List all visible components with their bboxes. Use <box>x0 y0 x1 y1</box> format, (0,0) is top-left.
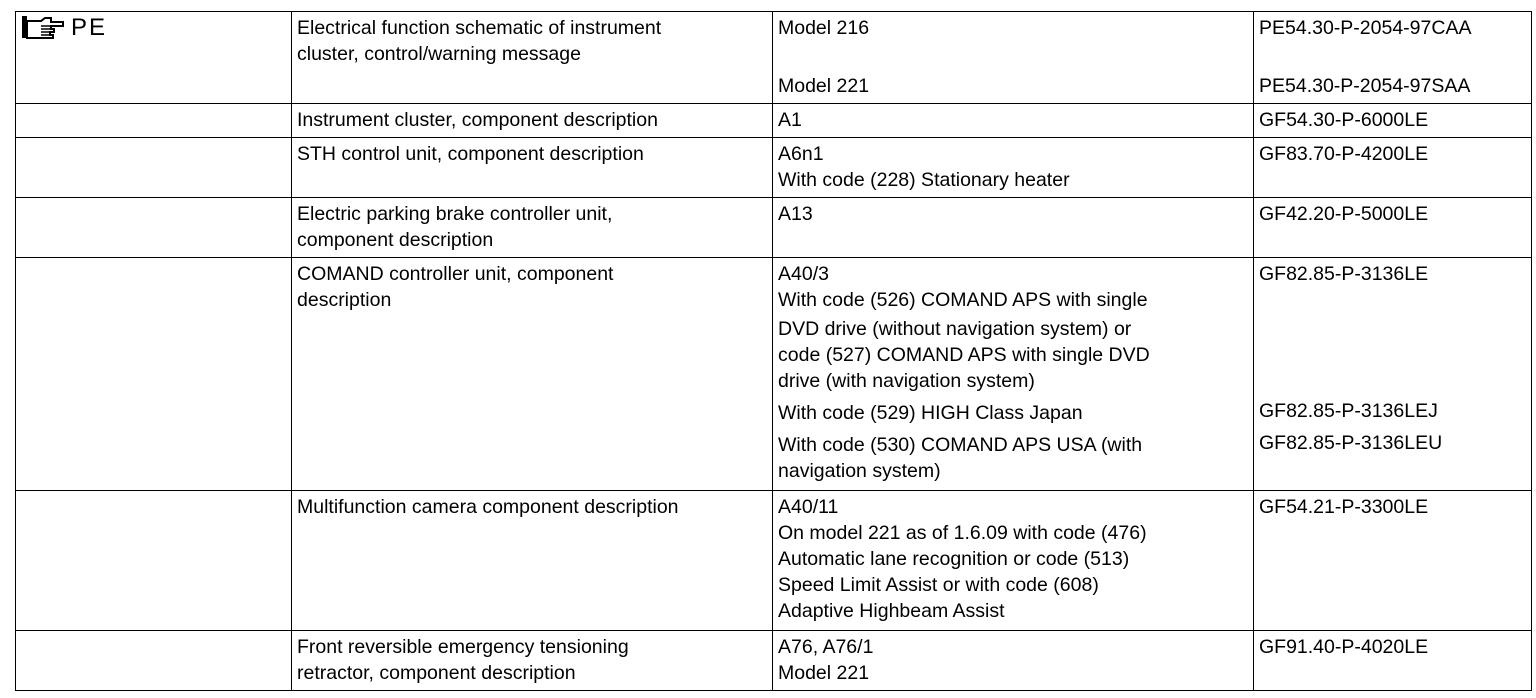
description-line: retractor, component description <box>297 662 576 684</box>
item-line: A76, A76/1 <box>778 636 874 658</box>
item-line: With code (530) COMAND APS USA (with <box>778 434 1143 456</box>
reference-code: GF54.30-P-6000LE <box>1259 109 1429 131</box>
reference-code: GF82.85-P-3136LEJ <box>1259 400 1438 422</box>
description-cell <box>292 104 773 138</box>
item-cell <box>773 491 1254 631</box>
item-line: Model 221 <box>778 75 870 97</box>
ref-cell <box>1254 104 1532 138</box>
item-line: Adaptive Highbeam Assist <box>778 600 1005 622</box>
description-line: cluster, control/warning message <box>297 43 581 65</box>
description-line: description <box>297 289 392 311</box>
tag-cell <box>16 104 292 138</box>
pe-tag: PE <box>71 14 108 41</box>
ref-cell <box>1254 258 1532 491</box>
description-cell <box>292 491 773 631</box>
item-cell <box>773 631 1254 691</box>
description-line: Electric parking brake controller unit, <box>297 203 613 225</box>
reference-code: PE54.30-P-2054-97SAA <box>1259 75 1471 97</box>
item-line: With code (228) Stationary heater <box>778 169 1070 191</box>
item-line: Automatic lane recognition or code (513) <box>778 548 1130 570</box>
item-cell <box>773 138 1254 198</box>
item-line: code (527) COMAND APS with single DVD <box>778 344 1150 366</box>
table-row <box>16 138 1532 198</box>
table-row <box>16 12 1532 104</box>
item-line: A1 <box>778 109 802 131</box>
pointing-hand-icon <box>21 15 65 41</box>
item-line: With code (526) COMAND APS with single <box>778 289 1148 311</box>
ref-cell <box>1254 198 1532 258</box>
item-line: Model 221 <box>778 662 870 684</box>
item-line: drive (with navigation system) <box>778 370 1035 392</box>
table-row <box>16 104 1532 138</box>
reference-table <box>15 11 1532 691</box>
item-line: With code (529) HIGH Class Japan <box>778 402 1083 424</box>
ref-cell <box>1254 138 1532 198</box>
description-line: component description <box>297 229 494 251</box>
ref-cell <box>1254 491 1532 631</box>
tag-cell <box>16 491 292 631</box>
tag-cell <box>16 631 292 691</box>
item-line: A13 <box>778 203 813 225</box>
description-cell <box>292 12 773 104</box>
reference-code: GF82.85-P-3136LE <box>1259 263 1429 285</box>
reference-code: GF42.20-P-5000LE <box>1259 203 1429 225</box>
item-line: On model 221 as of 1.6.09 with code (476) <box>778 522 1147 544</box>
table-row <box>16 631 1532 691</box>
item-cell <box>773 198 1254 258</box>
description-line: Electrical function schematic of instrument <box>297 17 662 39</box>
table-row <box>16 258 1532 491</box>
reference-code: GF82.85-P-3136LEU <box>1259 432 1443 454</box>
item-line: Model 216 <box>778 17 870 39</box>
reference-code: GF91.40-P-4020LE <box>1259 636 1429 658</box>
reference-code: GF54.21-P-3300LE <box>1259 496 1429 518</box>
description-cell <box>292 631 773 691</box>
description-line: Multifunction camera component description <box>297 496 679 518</box>
description-cell <box>292 198 773 258</box>
description-cell <box>292 138 773 198</box>
tag-cell <box>16 138 292 198</box>
ref-cell <box>1254 631 1532 691</box>
description-line: STH control unit, component description <box>297 143 644 165</box>
table-row <box>16 491 1532 631</box>
item-cell <box>773 12 1254 104</box>
item-line: Speed Limit Assist or with code (608) <box>778 574 1099 596</box>
item-cell <box>773 258 1254 491</box>
tag-cell <box>16 258 292 491</box>
description-cell <box>292 258 773 491</box>
item-line: A40/3 <box>778 263 829 285</box>
description-line: COMAND controller unit, component <box>297 263 614 285</box>
tag-cell <box>16 198 292 258</box>
reference-code: GF83.70-P-4200LE <box>1259 143 1429 165</box>
table-row <box>16 198 1532 258</box>
tag-cell <box>16 12 292 104</box>
item-line: navigation system) <box>778 460 941 482</box>
ref-cell <box>1254 12 1532 104</box>
item-line: A40/11 <box>778 496 839 518</box>
description-line: Instrument cluster, component description <box>297 109 658 131</box>
item-line: A6n1 <box>778 143 824 165</box>
item-cell <box>773 104 1254 138</box>
reference-code: PE54.30-P-2054-97CAA <box>1259 17 1472 39</box>
item-line: DVD drive (without navigation system) or <box>778 318 1132 340</box>
description-line: Front reversible emergency tensioning <box>297 636 629 658</box>
